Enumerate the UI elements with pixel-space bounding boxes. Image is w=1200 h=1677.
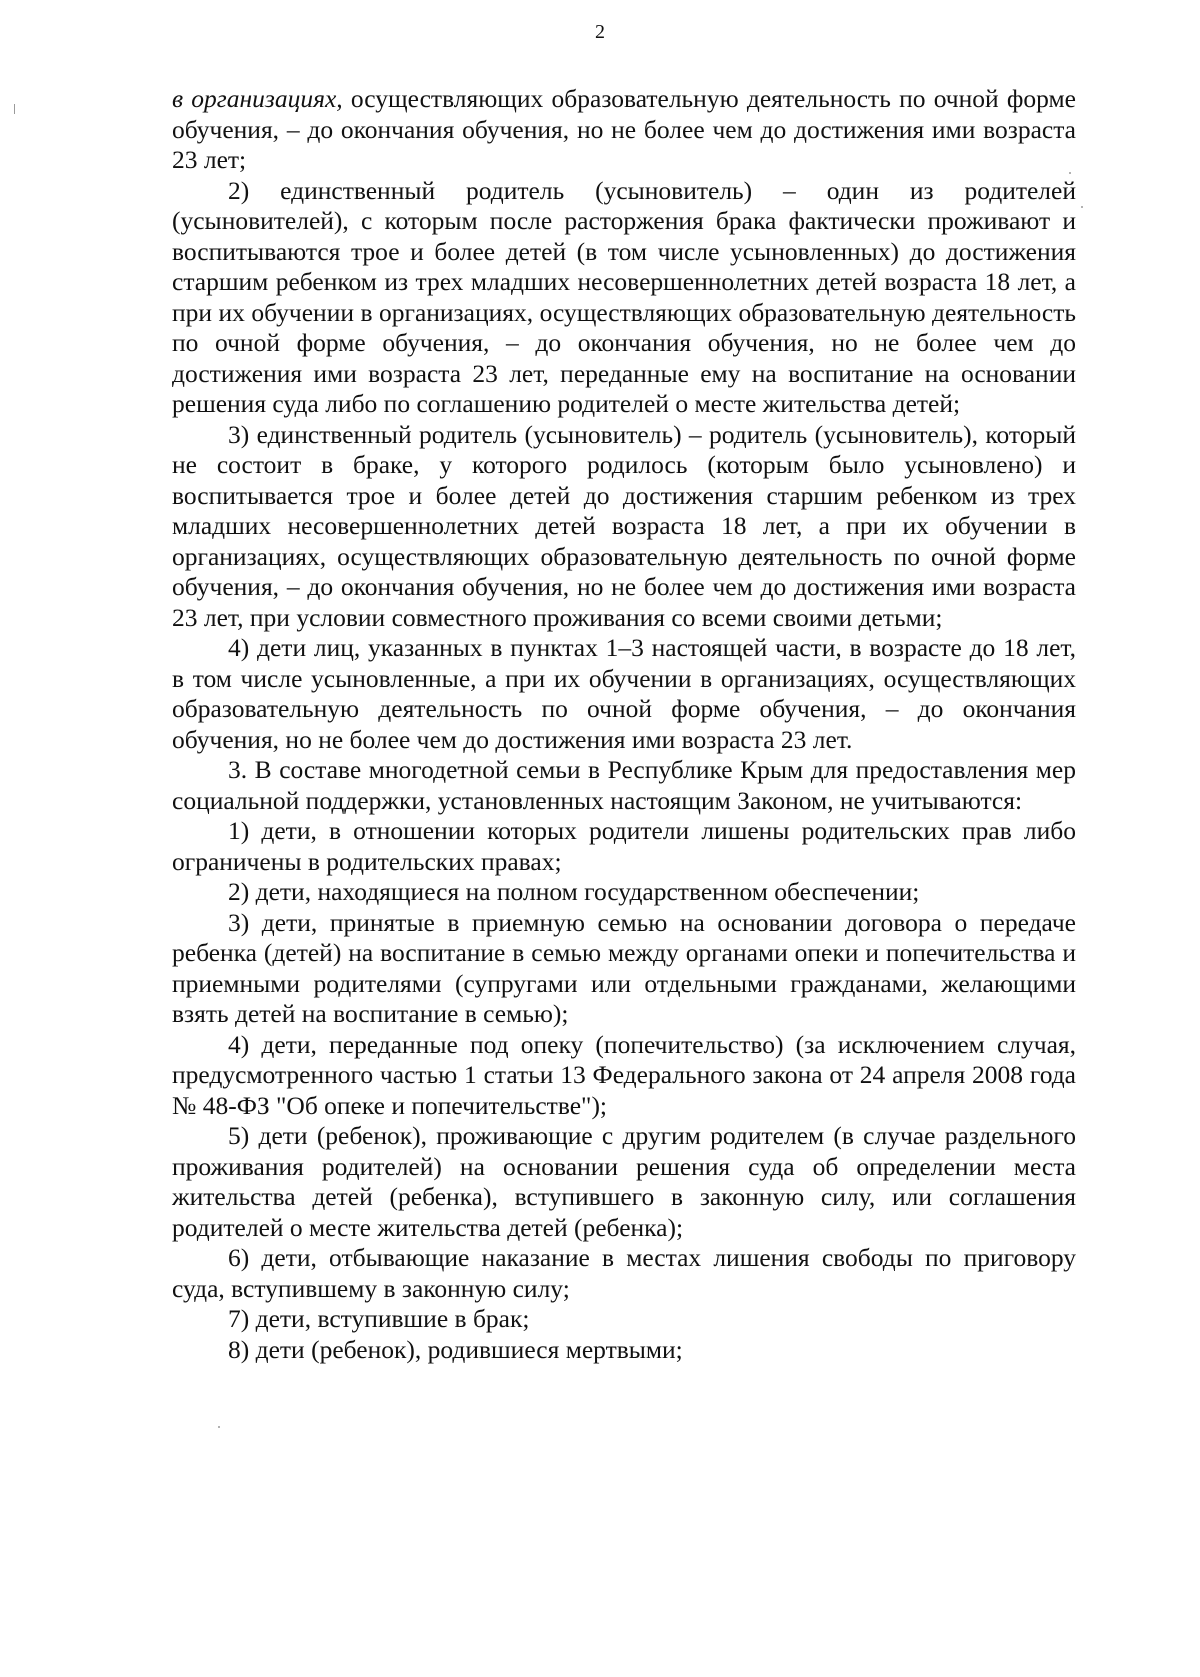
paragraph-item-2: 2) единственный родитель (усыновитель) – один из родителей (усыновителей), с которым после расторжения брака фактически проживают и воспитываются трое и более детей (в том числе усыновленных) до достижения старшим ребенком из трех младших несовершеннолетних детей возраста 18 лет, а при их обучении в организациях, осуществляющих образовательную деятельность по очной форме обучения, – до окончания обучения, но не более чем до достижения ими возраста 23 лет, переданные ему на воспитание на основании решения суда либо по соглашению родителей о месте жительства детей; <box>172 175 1076 418</box>
scan-artifact-mark <box>14 104 15 114</box>
paragraph-exclusion-3: 3) дети, принятые в приемную семью на основании договора о передаче ребенка (детей) на воспитание в семью между органами опеки и попечительства и приемными родителями (супругами или отдельными гражданами, желающими взять детей на воспитание в семью); <box>172 907 1076 1028</box>
paragraph-exclusion-5: 5) дети (ребенок), проживающие с другим родителем (в случае раздельного проживания родителей) на основании решения суда об определении места жительства детей (ребенка), вступившего в законную силу, или соглашения родителей о месте жительства детей (ребенка); <box>172 1121 1076 1242</box>
paragraph-exclusion-2: 2) дети, находящиеся на полном государственном обеспечении; <box>228 877 920 906</box>
scan-artifact-dot <box>218 1426 220 1428</box>
paragraph-exclusion-1: 1) дети, в отношении которых родители лишены родительских прав либо ограничены в родительских правах; <box>172 816 1076 876</box>
paragraph-exclusion-7: 7) дети, вступившие в брак; <box>228 1304 530 1333</box>
paragraph-continuation <box>172 84 1076 176</box>
paragraph-text: осуществляющих образовательную деятельность по очной форме обучения, – до окончания обучения, но не более чем до достижения ими возраста 23 лет; <box>172 84 1076 174</box>
paragraph-exclusion-6: 6) дети, отбывающие наказание в местах лишения свободы по приговору суда, вступившему в законную силу; <box>172 1243 1076 1303</box>
italic-fragment: в организациях, <box>172 84 343 113</box>
paragraph-item-4: 4) дети лиц, указанных в пунктах 1–3 настоящей части, в возрасте до 18 лет, в том числе усыновленные, а при их обучении в организациях, осуществляющих образовательную деятельность по очной форме обучения, – до окончания обучения, но не более чем до достижения ими возраста 23 лет. <box>172 633 1076 754</box>
paragraph-exclusion-8: 8) дети (ребенок), родившиеся мертвыми; <box>228 1334 683 1364</box>
document-body <box>172 84 1076 1365</box>
page-number: 2 <box>595 21 605 43</box>
scan-artifact-dot <box>1081 206 1083 208</box>
paragraph-exclusion-4: 4) дети, переданные под опеку (попечительство) (за исключением случая, предусмотренного частью 1 статьи 13 Федерального закона от 24 апреля 2008 года № 48-ФЗ "Об опеке и попечительстве"); <box>172 1029 1076 1120</box>
paragraph-part-3: 3. В составе многодетной семьи в Республике Крым для предоставления мер социальной поддержки, установленных настоящим Законом, не учитываются: <box>172 755 1076 815</box>
paragraph-item-3: 3) единственный родитель (усыновитель) – родитель (усыновитель), который не состоит в браке, у которого родилось (которым было усыновлено) и воспитывается трое и более детей до достижения старшим ребенком из трех младших несовершеннолетних детей возраста 18 лет, а при их обучении в организациях, осуществляющих образовательную деятельность по очной форме обучения, – до окончания обучения, но не более чем до достижения ими возраста 23 лет, при условии совместного проживания со всеми своими детьми; <box>172 419 1076 632</box>
